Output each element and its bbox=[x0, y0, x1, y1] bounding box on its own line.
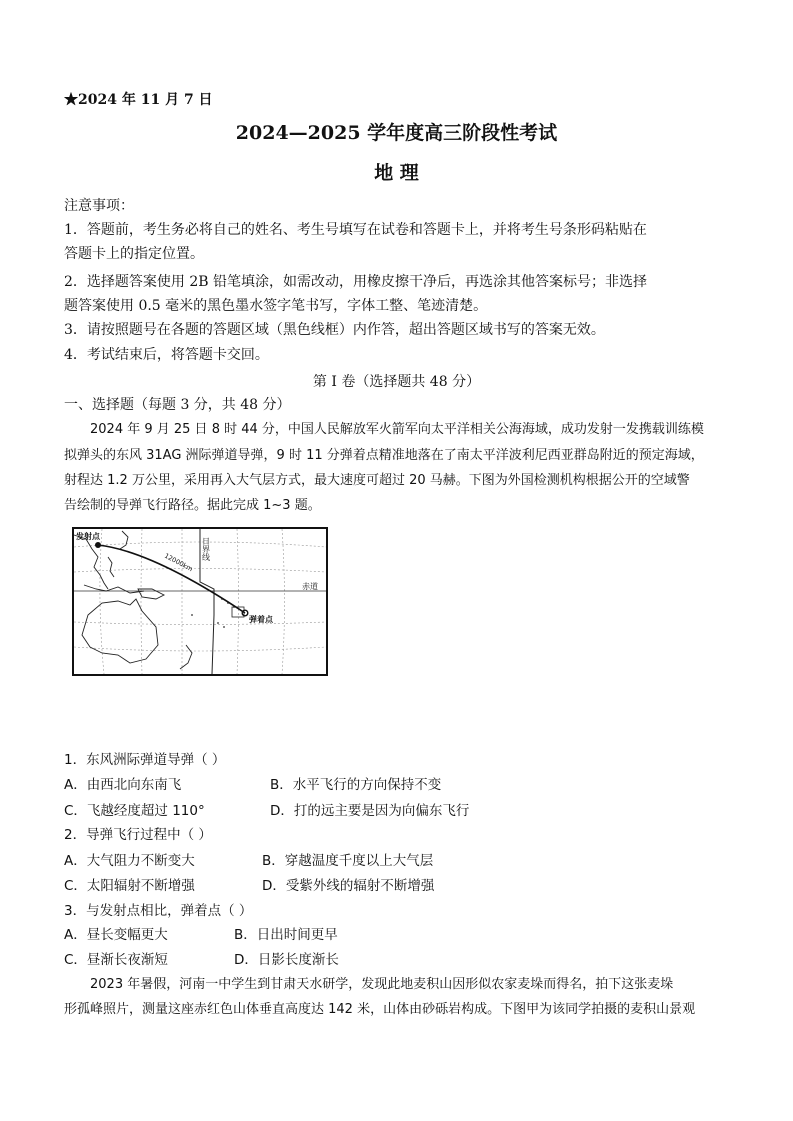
notice-heading: 注意事项： bbox=[64, 198, 134, 214]
notice-item-2a: 2．选择题答案使用 2B 铅笔填涂，如需改动，用橡皮擦干净后，再选涂其他答案标号；非选择 bbox=[64, 274, 648, 290]
q1-option-a[interactable]: A．由西北向东南飞 bbox=[64, 777, 182, 793]
part1-title: 第 Ⅰ 卷（选择题共 48 分） bbox=[312, 374, 481, 390]
notice-item-1b: 答题卡上的指定位置。 bbox=[64, 246, 204, 262]
passage1-line1: 2024 年 9 月 25 日 8 时 44 分，中国人民解放军火箭军向太平洋相关公海海域，成功发射一发携载训练模 bbox=[90, 422, 704, 437]
section-title: 一、选择题（每题 3 分，共 48 分） bbox=[64, 397, 291, 413]
notice-item-3: 3．请按照题号在各题的答题区域（黑色线框）内作答，超出答题区域书写的答案无效。 bbox=[64, 322, 605, 338]
passage2-line2: 形孤峰照片，测量这座赤红色山体垂直高度达 142 米，山体由砂砾岩构成。下图甲为该同学拍摄的麦积山景观 bbox=[64, 1002, 696, 1017]
missile-path-map bbox=[72, 527, 328, 676]
dateline-label: 日界线 bbox=[201, 537, 211, 561]
q3-option-d[interactable]: D．日影长度渐长 bbox=[234, 952, 339, 968]
passage1-line2: 拟弹头的东风 31AG 洲际弹道导弹，9 时 11 分弹着点精准地落在了南太平洋波利尼西亚群岛附近的预定海域， bbox=[64, 448, 704, 463]
passage2-line1: 2023 年暑假，河南一中学生到甘肃天水研学，发现此地麦积山因形似农家麦垛而得名，拍下这张麦垛 bbox=[90, 977, 674, 992]
distance-label: 12000km bbox=[163, 551, 194, 574]
q3-option-b[interactable]: B．日出时间更早 bbox=[234, 927, 338, 943]
q3-stem: 3．与发射点相比，弹着点（ ） bbox=[64, 903, 253, 919]
q2-option-a[interactable]: A．大气阻力不断变大 bbox=[64, 853, 195, 869]
launch-point-label: 发射点 bbox=[76, 532, 100, 541]
q2-option-d[interactable]: D．受紫外线的辐射不断增强 bbox=[262, 878, 435, 894]
launch-point-marker bbox=[95, 542, 101, 548]
passage1-line3: 射程达 1.2 万公里，采用再入大气层方式，最大速度可超过 20 马赫。下图为外国检测机构根据公开的空域警 bbox=[64, 473, 690, 488]
subject-title: 地 理 bbox=[374, 162, 419, 184]
impact-point-label: 弹着点 bbox=[249, 615, 273, 624]
q2-option-b[interactable]: B．穿越温度千度以上大气层 bbox=[262, 853, 434, 869]
notice-item-2b: 题答案使用 0.5 毫米的黑色墨水签字笔书写，字体工整、笔迹清楚。 bbox=[64, 298, 488, 314]
equator-label: 赤道 bbox=[302, 582, 318, 591]
q1-option-c[interactable]: C．飞越经度超过 110° bbox=[64, 803, 205, 819]
q1-option-b[interactable]: B．水平飞行的方向保持不变 bbox=[270, 777, 442, 793]
q1-stem: 1．东风洲际弹道导弹（ ） bbox=[64, 752, 226, 768]
exam-title: 2024—2025 学年度高三阶段性考试 bbox=[235, 122, 558, 144]
q1-option-d[interactable]: D．打的远主要是因为向偏东飞行 bbox=[270, 803, 470, 819]
notice-item-4: 4．考试结束后，将答题卡交回。 bbox=[64, 347, 269, 363]
q2-stem: 2．导弹飞行过程中（ ） bbox=[64, 827, 212, 843]
notice-item-1a: 1．答题前，考生务必将自己的姓名、考生号填写在试卷和答题卡上，并将考生号条形码粘贴在 bbox=[64, 222, 647, 238]
q2-option-c[interactable]: C．太阳辐射不断增强 bbox=[64, 878, 195, 894]
q3-option-c[interactable]: C．昼渐长夜渐短 bbox=[64, 952, 168, 968]
exam-date: ★2024 年 11 月 7 日 bbox=[64, 92, 213, 108]
passage1-line4: 告绘制的导弹飞行路径。据此完成 1~3 题。 bbox=[64, 498, 321, 513]
q3-option-a[interactable]: A．昼长变幅更大 bbox=[64, 927, 168, 943]
